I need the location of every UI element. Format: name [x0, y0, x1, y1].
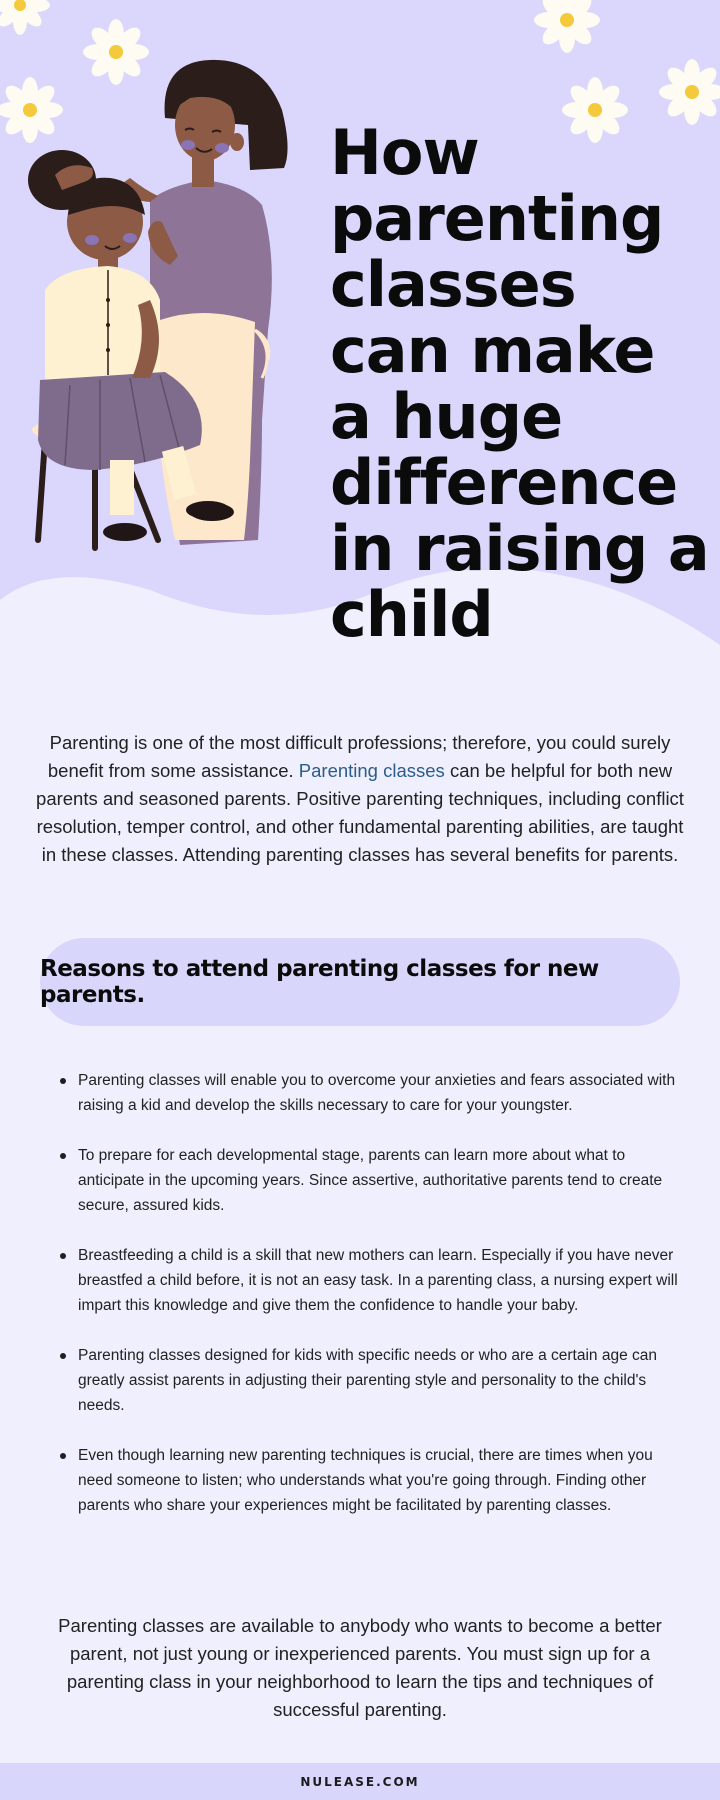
- intro-paragraph: [30, 729, 690, 869]
- closing-paragraph: Parenting classes are available to anybody who wants to become a better parent, not just young or inexperienced parents. You must sign up for a parenting class in your neighborhood to learn the tips and techniques of successful parenting.: [58, 1615, 662, 1720]
- reasons-heading: Reasons to attend parenting classes for new parents.: [40, 956, 599, 1008]
- footer: [0, 1763, 720, 1800]
- hero-section: [0, 0, 720, 670]
- daisy-icon: [83, 19, 149, 85]
- list-item: Parenting classes will enable you to overcome your anxieties and fears associated with raising a kid and develop the skills necessary to care for your youngster.: [58, 1068, 678, 1118]
- list-item: Even though learning new parenting techniques is crucial, there are times when you need someone to listen; who understands what you're going through. Finding other parents who share your experiences might be facilitated by parenting classes.: [58, 1443, 678, 1518]
- daisy-icon: [659, 59, 720, 125]
- intro-text-end: can be helpful for both new parents and seasoned parents. Positive parenting techniques, including conflict resolution, temper control, and other fundamental parenting abilities, are taught in these classes. Attending parenting classes has several benefits for parents.: [36, 760, 684, 865]
- page-title: How parenting classes can make a huge difference in raising a child: [330, 116, 709, 651]
- daisy-icon: [0, 77, 63, 143]
- intro-text-start: Parenting is one of the most difficult professions; therefore, you could surely benefit from some assistance.: [47, 732, 671, 781]
- parenting-classes-link[interactable]: Parenting classes: [298, 760, 445, 781]
- reasons-list: [58, 1068, 678, 1543]
- list-item: Breastfeeding a child is a skill that new mothers can learn. Especially if you have never breastfed a child before, it is not an easy task. In a parenting class, a nursing expert will impart this knowledge and give them the confidence to handle your baby.: [58, 1243, 678, 1318]
- reasons-heading-banner: [40, 938, 680, 1026]
- footer-site-name: NULEASE.COM: [300, 1774, 420, 1789]
- daisy-icon: [0, 0, 50, 35]
- list-item: To prepare for each developmental stage, parents can learn more about what to anticipate in the upcoming years. Since assertive, authoritative parents tend to create secure, assured kids.: [58, 1143, 678, 1218]
- list-item: Parenting classes designed for kids with specific needs or who are a certain age can greatly assist parents in adjusting their parenting style and personality to the child's needs.: [58, 1343, 678, 1418]
- daisy-icon: [534, 0, 600, 53]
